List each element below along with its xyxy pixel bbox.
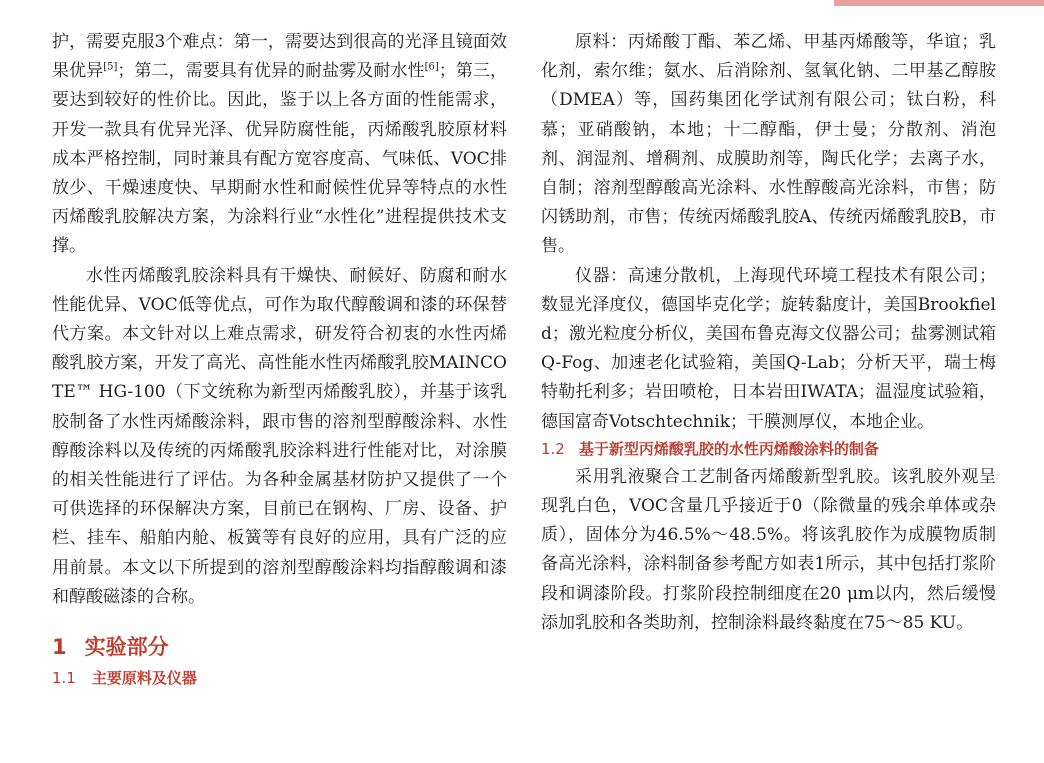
subsection-number: 1.1	[52, 669, 76, 688]
materials-paragraph: 原料：丙烯酸丁酯、苯乙烯、甲基丙烯酸等，华谊；乳化剂，索尔维；氨水、后消除剂、氢氧化钠、二甲基乙醇胺（DMEA）等，国药集团化学试剂有限公司；钛白粉，科慕；亚硝酸钠，本地；十二醇酯，伊士曼；分散剂、消泡剂、润湿剂、增稠剂、成膜助剂等，陶氏化学；去离子水，自制；溶剂型醇酸高光涂料、水性醇酸高光涂料，市售；防闪锈助剂，市售；传统丙烯酸乳胶A、传统丙烯酸乳胶B，市售。	[541, 32, 996, 257]
subsection-number: 1.2	[541, 439, 565, 458]
intro-paragraph-continued	[52, 28, 507, 262]
para-1-text-b: ；第二，需要具有优异的耐盐雾及耐水性	[117, 61, 425, 82]
section-number: 1	[52, 635, 67, 660]
subsection-title: 主要原料及仪器	[91, 669, 197, 688]
citation-5: [5]	[103, 61, 118, 73]
right-column	[541, 28, 996, 638]
instruments-paragraph: 仪器：高速分散机，上海现代环境工程技术有限公司；数显光泽度仪，德国毕克化学；旋转黏度计，美国Brookfield；激光粒度分析仪，美国布鲁克海文仪器公司；盐雾测试箱Q-Fog、加速老化试验箱，美国Q-Lab；分析天平，瑞士梅特勒托利多；岩田喷枪，日本岩田IWATA；温湿度试验箱，德国富奇Votschtechnik；干膜测厚仪，本地企业。	[541, 265, 996, 432]
para-1-text-a: 护，需要克服3个难点：第一，需要达到很高的光泽且镜面效果优异	[52, 32, 507, 82]
citation-6: [6]	[424, 61, 439, 73]
header-decoration-tail	[834, 0, 1044, 6]
section-heading-1	[52, 630, 507, 664]
left-column	[52, 28, 507, 690]
subsection-title: 基于新型丙烯酸乳胶的水性丙烯酸涂料的制备	[578, 439, 879, 458]
section-title: 实验部分	[84, 635, 169, 660]
header-decoration-bar	[0, 0, 1044, 6]
para-1-text-c: ；第三，要达到较好的性价比。因此，鉴于以上各方面的性能需求，开发一款具有优异光泽、优异防腐性能，丙烯酸乳胶原材料成本严格控制，同时兼具有配方宽容度高、气味低、VOC排放少、干燥速度快、早期耐水性和耐候性优异等特点的水性丙烯酸乳胶解决方案，为涂料行业“水性化”进程提供技术支撑。	[52, 61, 508, 257]
intro-paragraph-2: 水性丙烯酸乳胶涂料具有干燥快、耐候好、防腐和耐水性能优异、VOC低等优点，可作为取代醇酸调和漆的环保替代方案。本文针对以上难点需求，研发符合初衷的水性丙烯酸乳胶方案，开发了高光、高性能水性丙烯酸乳胶MAINCOTE™ HG-100（下文统称为新型丙烯酸乳胶），并基于该乳胶制备了水性丙烯酸涂料，跟市售的溶剂型醇酸涂料、水性醇酸涂料以及传统的丙烯酸乳胶涂料进行性能对比，对涂膜的相关性能进行了评估。为各种金属基材防护又提供了一个可供选择的环保解决方案，目前已在钢构、厂房、设备、护栏、挂车、船舶内舱、板簧等有良好的应用，具有广泛的应用前景。本文以下所提到的溶剂型醇酸涂料均指醇酸调和漆和醇酸磁漆的合称。	[52, 265, 507, 607]
section-heading-1-2	[541, 437, 996, 461]
section-heading-1-1	[52, 666, 507, 690]
preparation-paragraph: 采用乳液聚合工艺制备丙烯酸新型乳胶。该乳胶外观呈现乳白色，VOC含量几乎接近于0（除微量的残余单体或杂质），固体分为46.5%～48.5%。将该乳胶作为成膜物质制备高光涂料，涂料制备参考配方如表1所示，其中包括打浆阶段和调漆阶段。打浆阶段控制细度在20 μm以内，然后缓慢添加乳胶和各类助剂，控制涂料最终黏度在75～85 KU。	[541, 466, 996, 633]
